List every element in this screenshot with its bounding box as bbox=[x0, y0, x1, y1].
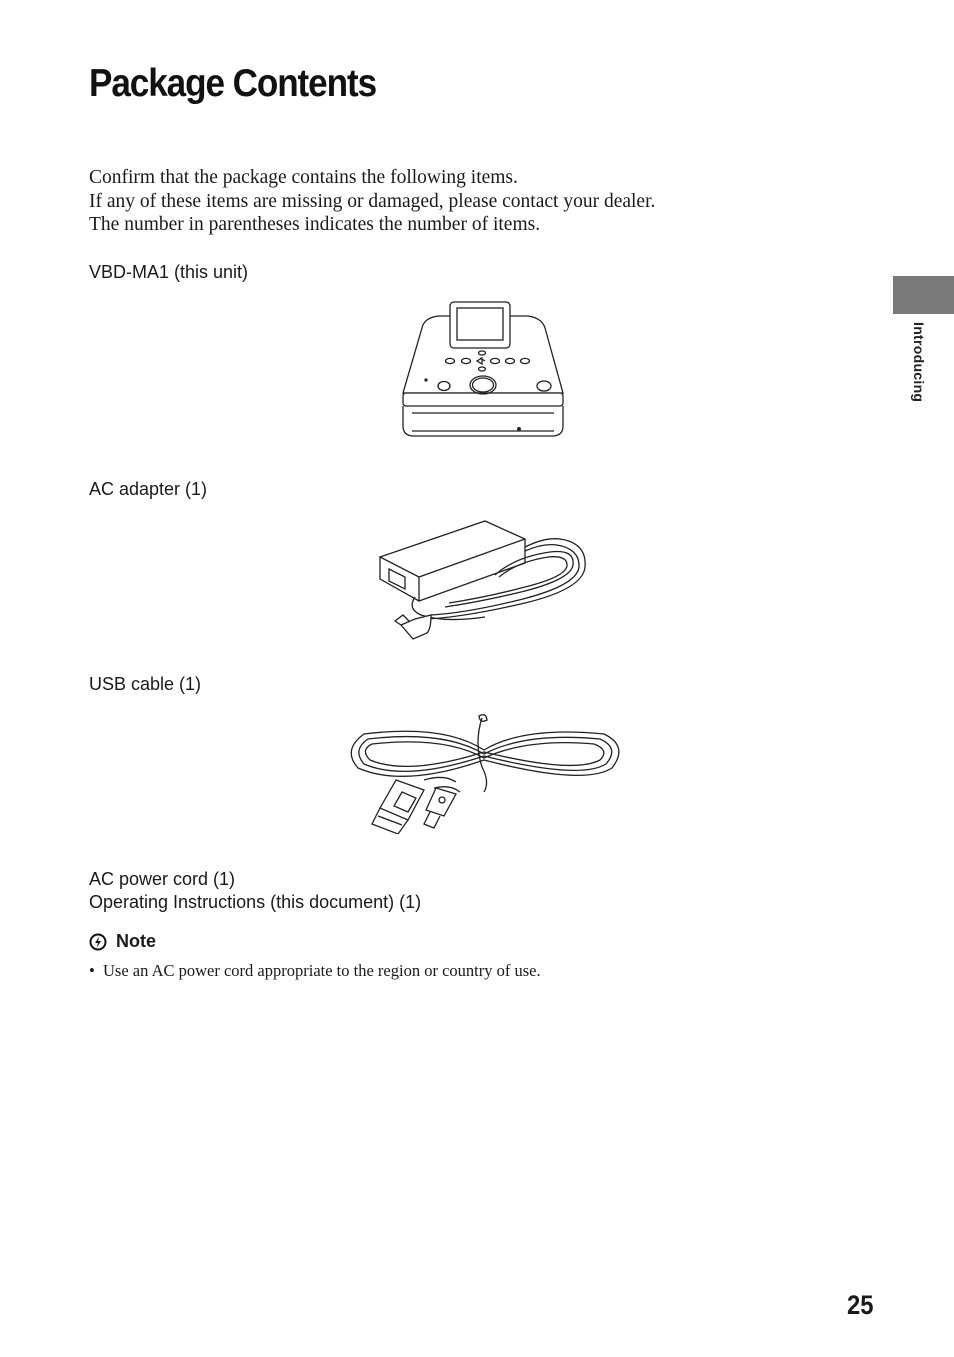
bullet: • bbox=[89, 961, 95, 980]
page-number: 25 bbox=[847, 1290, 874, 1320]
item-label-operating-instructions: Operating Instructions (this document) (1) bbox=[89, 892, 422, 912]
item-label-usb-cable: USB cable (1) bbox=[89, 674, 202, 694]
note-icon bbox=[89, 933, 107, 951]
item-label-ac-power-cord: AC power cord (1) bbox=[89, 869, 236, 889]
intro-line: The number in parentheses indicates the number of items. bbox=[89, 214, 541, 235]
unit-illustration bbox=[398, 298, 568, 440]
page-title: Package Contents bbox=[89, 62, 377, 105]
intro-line: If any of these items are missing or damaged, please contact your dealer. bbox=[89, 190, 656, 212]
intro-paragraph bbox=[89, 166, 655, 237]
section-tab-marker bbox=[893, 276, 954, 314]
note-item-text: Use an AC power cord appropriate to the region or country of use. bbox=[103, 961, 541, 980]
item-label-unit: VBD-MA1 (this unit) bbox=[89, 262, 249, 282]
ac-adapter-illustration bbox=[375, 517, 593, 641]
item-label-ac-adapter: AC adapter (1) bbox=[89, 479, 208, 499]
usb-cable-illustration bbox=[344, 712, 624, 834]
note-item bbox=[89, 961, 541, 981]
intro-line: Confirm that the package contains the following items. bbox=[89, 167, 518, 188]
note-heading-text: Note bbox=[116, 931, 156, 951]
note-heading bbox=[89, 931, 156, 952]
section-tab-label: Introducing bbox=[911, 322, 927, 403]
